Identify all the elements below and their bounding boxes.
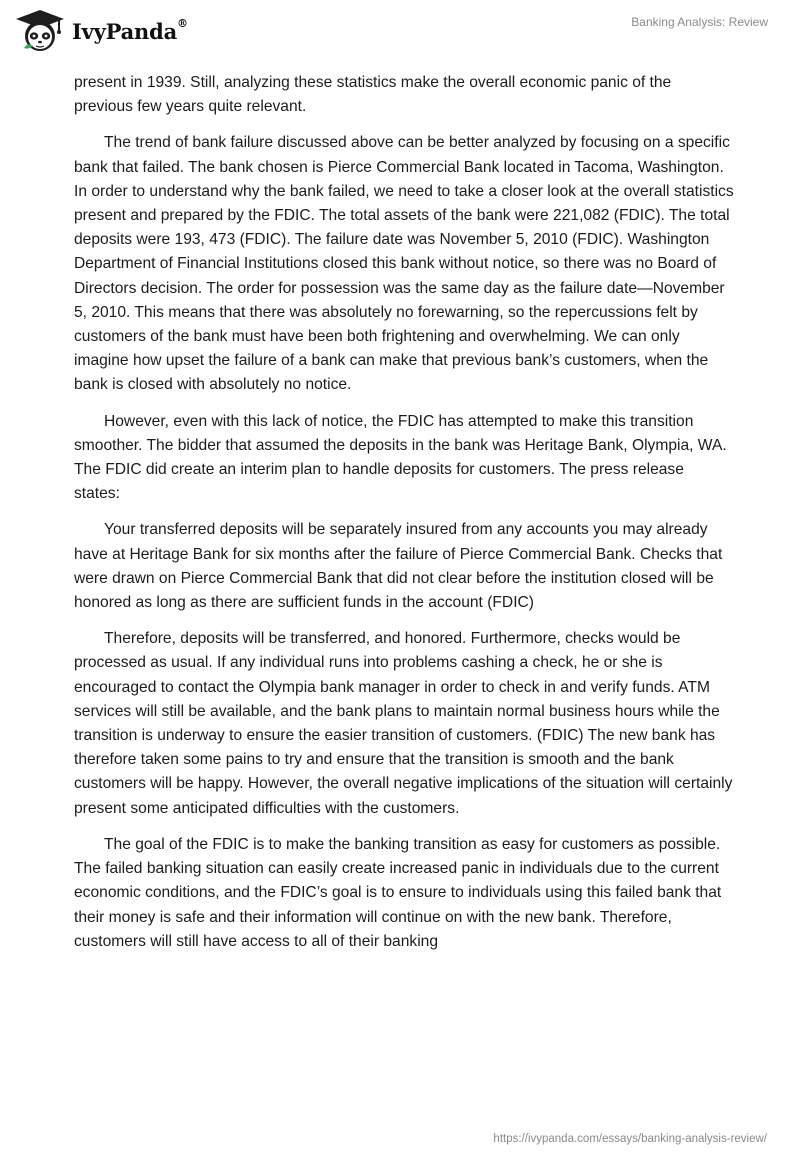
panda-graduate-icon (14, 8, 66, 54)
quote-paragraph: Your transferred deposits will be separately insured from any accounts you may already have at Heritage Bank for six months after the failure of Pierce Commercial Bank. Checks that were drawn on Pierce Commercial Bank that did not clear before the institution closed will be honored as long as there are sufficient funds in the account (FDIC) (74, 521, 723, 612)
page-header (0, 0, 800, 62)
brand-name: IvyPanda® (72, 16, 188, 44)
paragraph: However, even with this lack of notice, the FDIC has attempted to make this transition smoother. The bidder that assumed the deposits in the bank was Heritage Bank, Olympia, WA. The FDIC did create an interim plan to handle deposits for customers. The press release states: (74, 412, 727, 503)
ivypanda-logo[interactable] (14, 8, 188, 54)
paragraph: present in 1939. Still, analyzing these statistics make the overall economic panic of the previous few years quite relevant. (74, 74, 672, 116)
paragraph: Therefore, deposits will be transferred, and honored. Furthermore, checks would be processed as usual. If any individual runs into problems cashing a check, he or she is encouraged to contact the Olympia bank manager in order to check in and verify funds. ATM services will still be available, and the bank plans to maintain normal business hours while the transition is underway to ensure the easier transition of customers. (FDIC) The new bank has therefore taken some pains to try and ensure that the transition is smooth and the bank customers will be happy. However, the overall negative implications of the situation will certainly present some anticipated difficulties with the customers. (74, 630, 733, 817)
document-title-label: Banking Analysis: Review (631, 15, 768, 29)
essay-body (74, 71, 734, 966)
paragraph: The trend of bank failure discussed above can be better analyzed by focusing on a specific bank that failed. The bank chosen is Pierce Commercial Bank located in Tacoma, Washington. In order to understand why the bank failed, we need to take a closer look at the overall statistics present and prepared by the FDIC. The total assets of the bank were 221,082 (FDIC). The total deposits were 193, 473 (FDIC). The failure date was November 5, 2010 (FDIC). Washington Department of Financial Institutions closed this bank without notice, so there was no Board of Directors decision. The order for possession was the same day as the failure date—November 5, 2010. This means that there was absolutely no forewarning, so the repercussions felt by customers of the bank must have been both frightening and overwhelming. We can only imagine how upset the failure of a bank can make that previous bank’s customers, when the bank is closed with absolutely no notice. (74, 134, 734, 394)
paragraph: The goal of the FDIC is to make the banking transition as easy for customers as possible. The failed banking situation can easily create increased panic in individuals due to the current economic conditions, and the FDIC’s goal is to ensure to individuals using this failed bank that their money is safe and their information will continue on with the new bank. Therefore, customers will still have access to all of their banking (74, 835, 722, 950)
source-url[interactable]: https://ivypanda.com/essays/banking-analysis-review/ (493, 1133, 767, 1145)
